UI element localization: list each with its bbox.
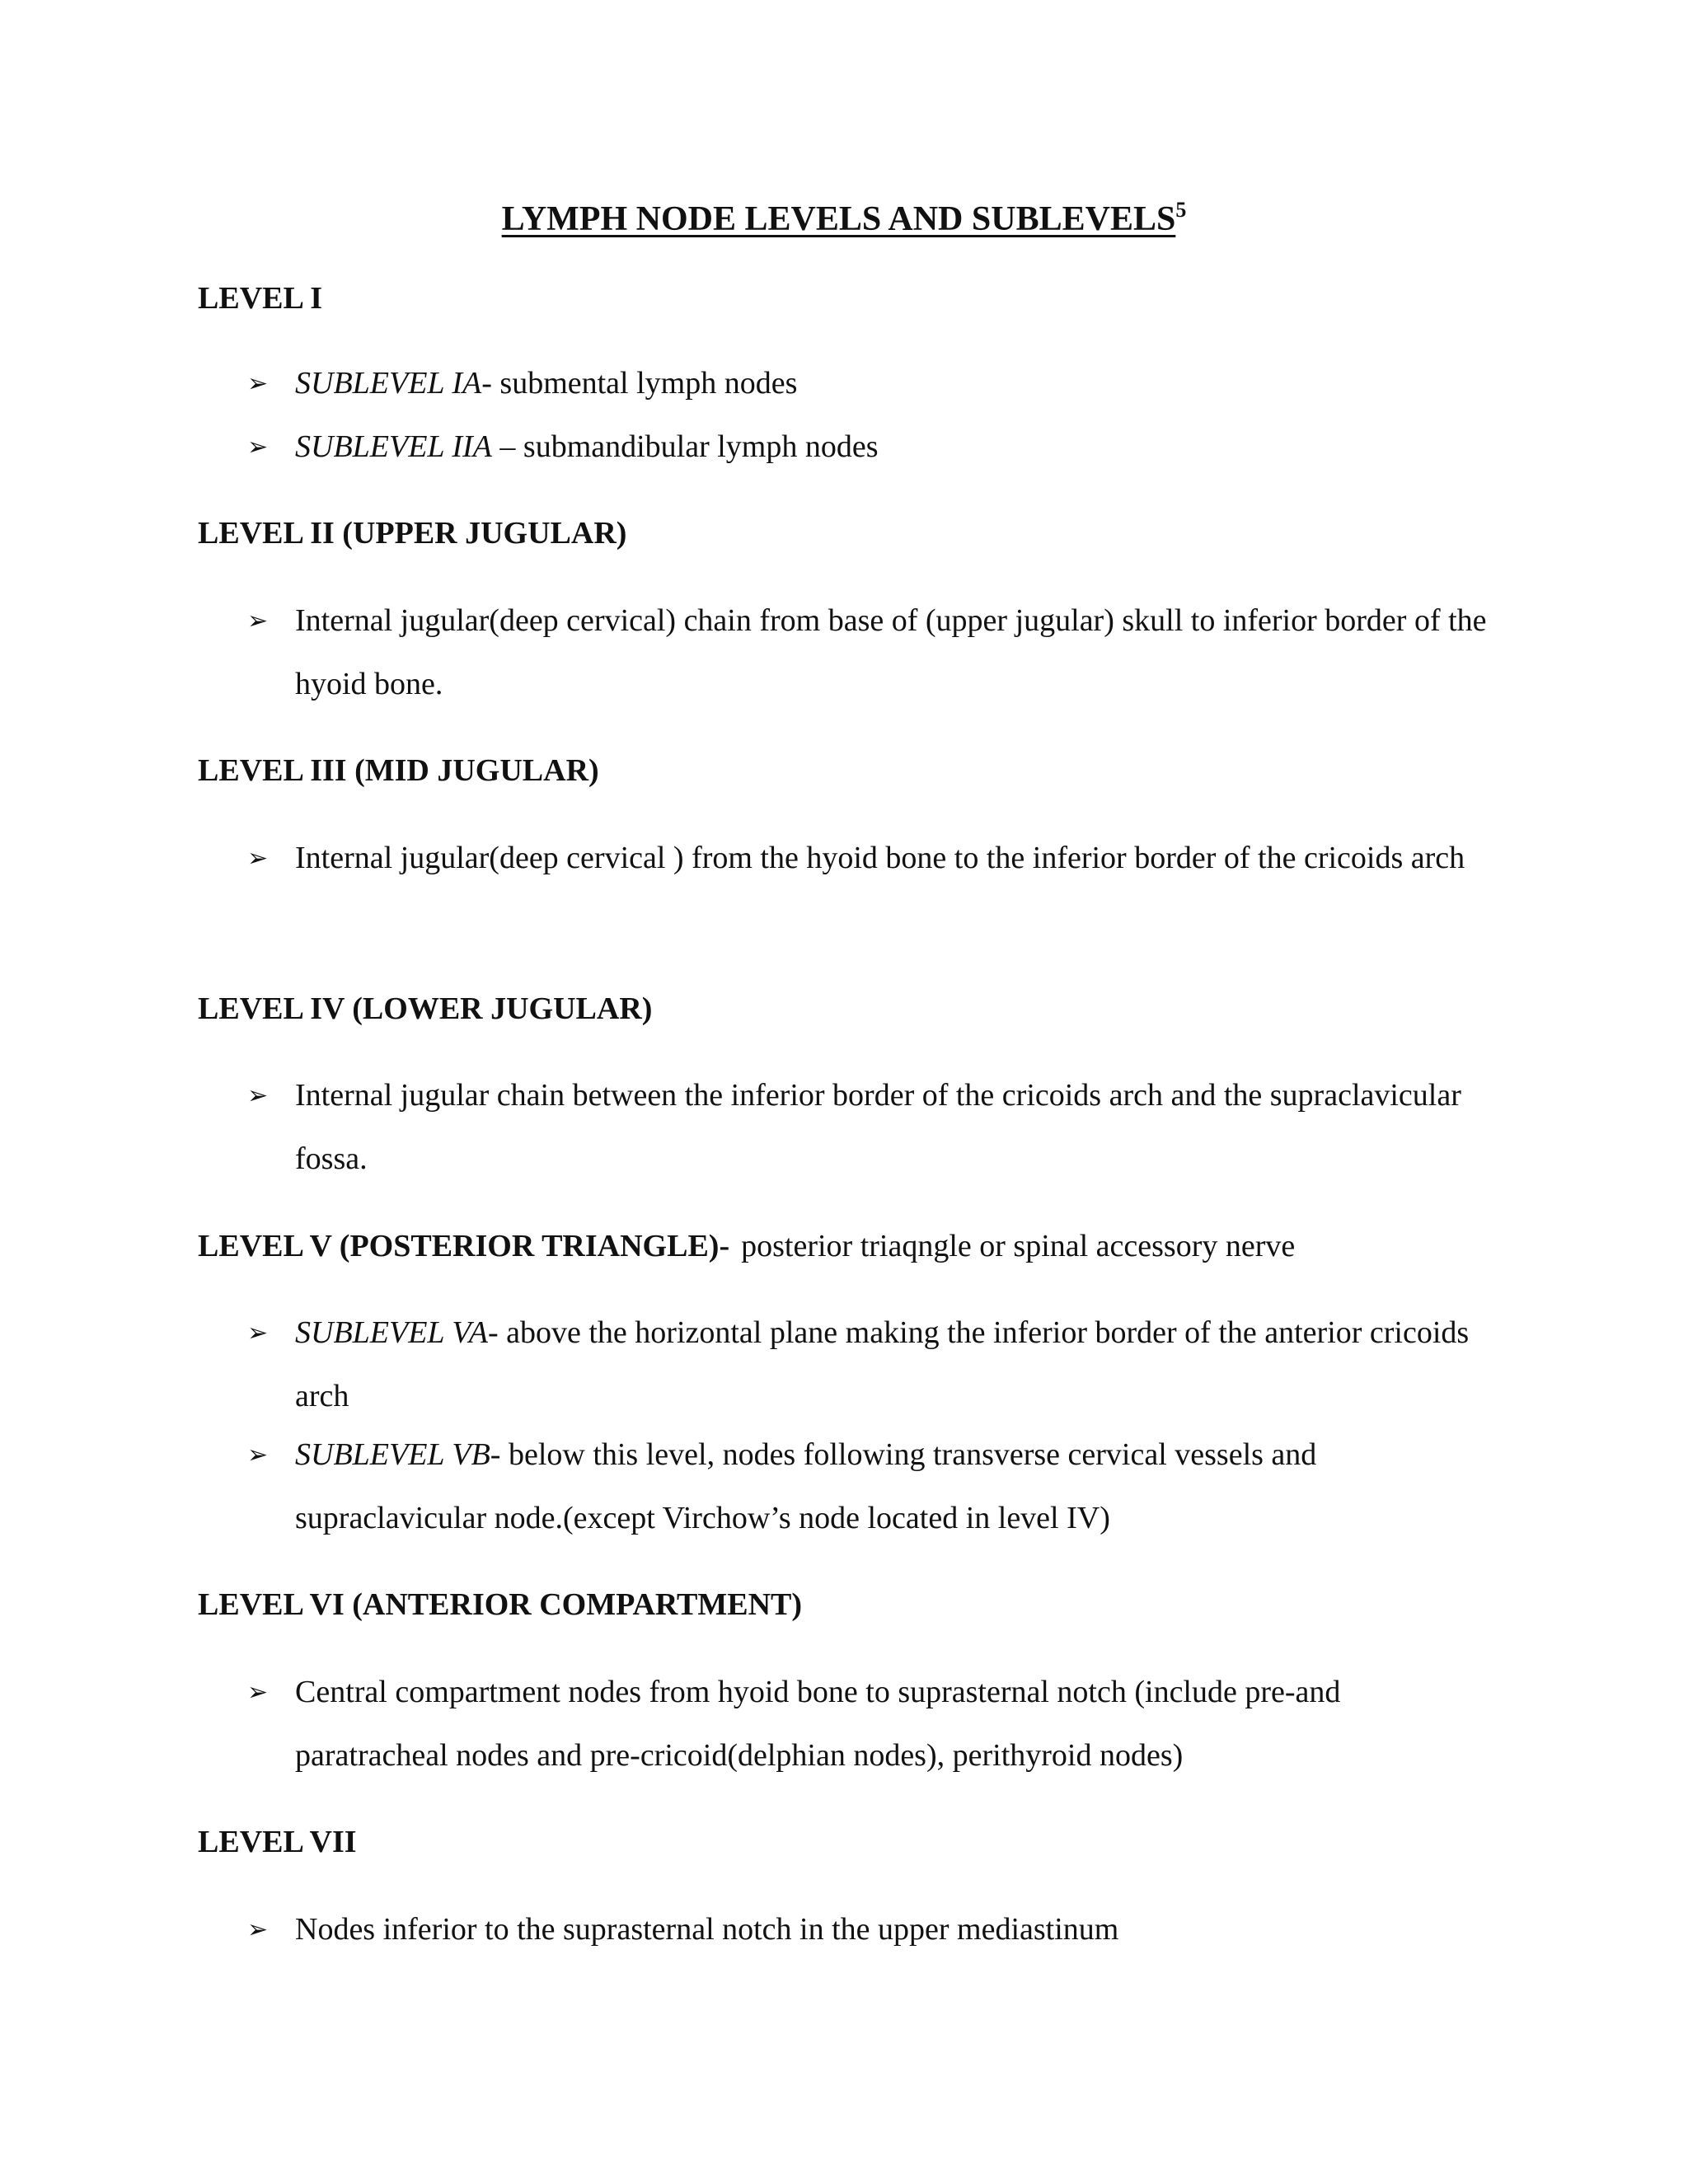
section-heading-level-4 [198,988,652,1029]
list-item-level-7 [247,1898,1500,1961]
arrow-bullet-icon: ➢ [247,1081,269,1110]
arrow-bullet-icon: ➢ [247,369,269,398]
section-heading-level-5 [198,1226,1295,1267]
arrow-bullet-icon: ➢ [247,1915,269,1944]
title-footnote-superscript: 5 [1175,198,1187,222]
heading-text: LEVEL VI (ANTERIOR COMPARTMENT) [198,1587,803,1622]
sublevel-description: submental lymph nodes [491,366,798,401]
heading-text: LEVEL V (POSTERIOR TRIANGLE)- [198,1229,730,1263]
list-item-sublevel-va [247,1301,1500,1428]
heading-text: LEVEL III (MID JUGULAR) [198,753,599,788]
list-item-sublevel-ia [247,352,1500,415]
arrow-bullet-icon: ➢ [247,433,269,462]
sublevel-label: SUBLEVEL VB [295,1437,490,1472]
list-item-text: Internal jugular chain between the inferior border of the cricoids arch and the supraclavicular fossa. [295,1078,1461,1176]
section-heading-level-7 [198,1821,357,1863]
arrow-bullet-icon: ➢ [247,607,269,635]
list-item-text: Internal jugular(deep cervical) chain from base of (upper jugular) skull to inferior border of the hyoid bone. [295,603,1487,701]
list-item-level-3 [247,827,1500,890]
arrow-bullet-icon: ➢ [247,1319,269,1347]
heading-text: LEVEL II (UPPER JUGULAR) [198,516,627,551]
sublevel-label: SUBLEVEL IIA [295,429,492,464]
list-item-level-4 [247,1064,1500,1191]
arrow-bullet-icon: ➢ [247,844,269,873]
list-item-text: Internal jugular(deep cervical ) from the hyoid bone to the inferior border of the cricoids arch [295,841,1465,875]
section-heading-level-1 [198,278,322,319]
arrow-bullet-icon: ➢ [247,1441,269,1469]
heading-text: LEVEL IV (LOWER JUGULAR) [198,991,653,1026]
list-item-sublevel-iia [247,415,1500,479]
list-item-sublevel-vb [247,1423,1500,1550]
list-item-text [295,1301,1500,1428]
list-item-text: Central compartment nodes from hyoid bone to suprasternal notch (include pre-and paratracheal nodes and pre-cricoid(delphian nodes), perithyroid nodes) [295,1675,1341,1773]
sublevel-description: - below this level, nodes following transverse cervical vessels and supraclavicular node.(except Virchow’s node located in level IV) [295,1437,1317,1535]
sublevel-description: - above the horizontal plane making the inferior border of the anterior cricoids arch [295,1315,1470,1413]
list-item-level-6 [247,1661,1500,1788]
title-text: LYMPH NODE LEVELS AND SUBLEVELS [501,200,1176,238]
list-item-text [295,1423,1500,1550]
page-title [0,196,1688,242]
sublevel-description: – submandibular lymph nodes [491,429,879,464]
list-item-text: Nodes inferior to the suprasternal notch in the upper mediastinum [295,1912,1119,1947]
heading-text: LEVEL VII [198,1825,357,1859]
heading-text: LEVEL I [198,281,323,316]
heading-description: posterior triaqngle or spinal accessory nerve [741,1229,1296,1263]
list-item-level-2 [247,589,1500,716]
section-heading-level-3 [198,750,599,791]
arrow-bullet-icon: ➢ [247,1678,269,1707]
section-heading-level-2 [198,513,626,554]
list-item-text [295,415,1500,479]
sublevel-label: SUBLEVEL VA [295,1315,488,1350]
list-item-text [295,352,1500,415]
sublevel-label: SUBLEVEL IA- [295,366,492,401]
section-heading-level-6 [198,1584,802,1625]
